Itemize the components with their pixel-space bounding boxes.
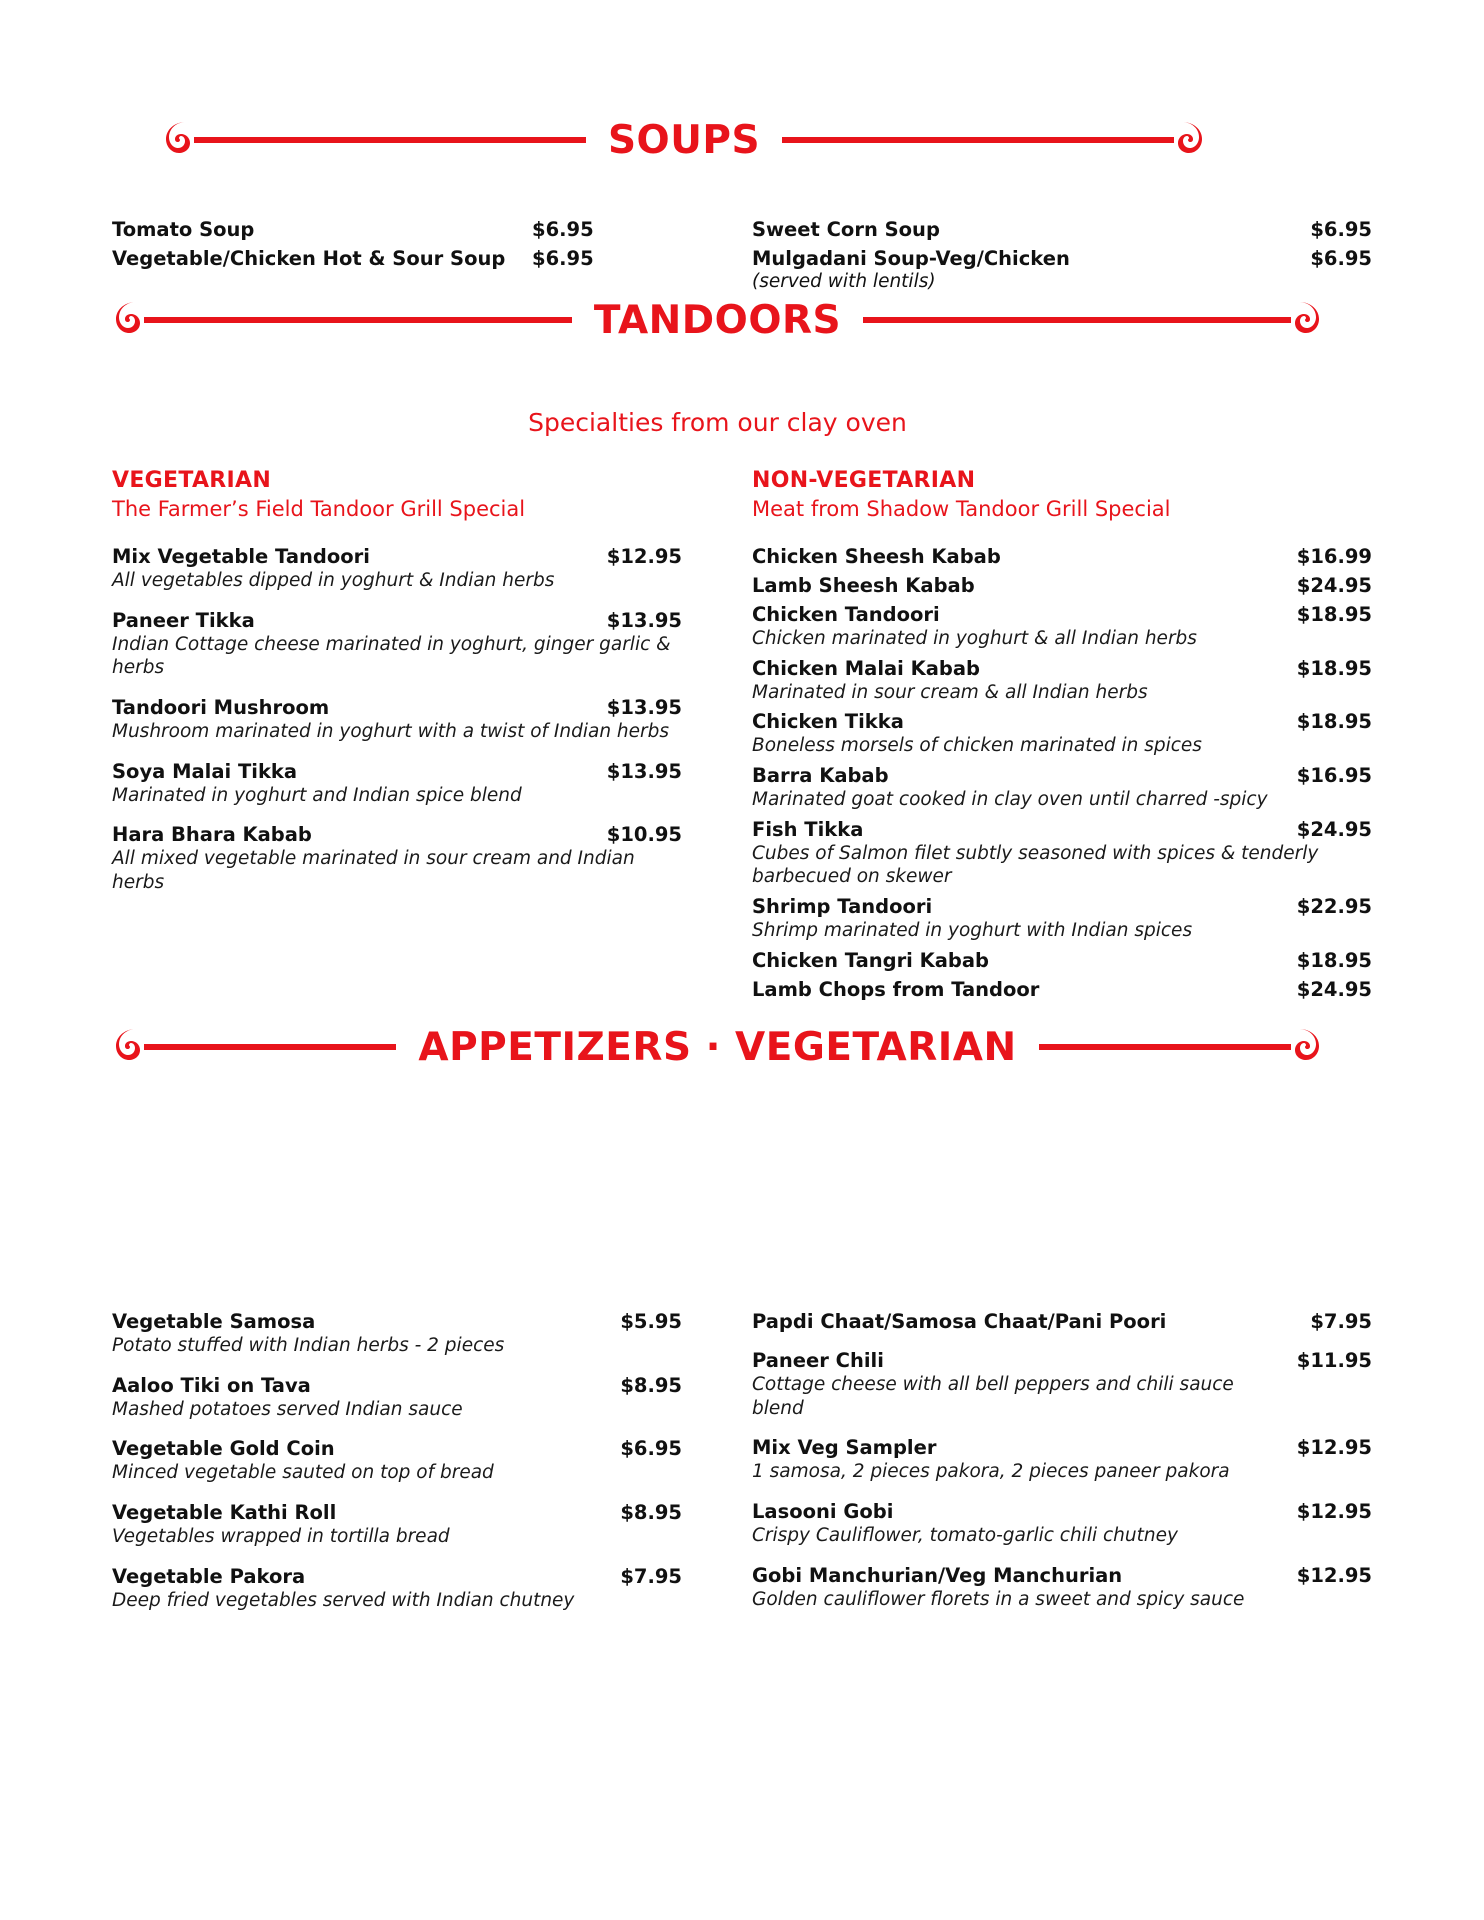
list-item — [112, 696, 682, 744]
item-name: Lamb Chops from Tandoor — [752, 977, 1040, 1001]
list-item — [112, 1501, 682, 1549]
item-desc: Golden cauliflower florets in a sweet and spicy sauce — [752, 1588, 1245, 1610]
item-name: Vegetable Kathi Roll — [112, 1501, 337, 1525]
list-item — [752, 603, 1372, 651]
soups-column-right — [742, 218, 1372, 298]
item-desc: Boneless morsels of chicken marinated in spices — [752, 735, 1202, 757]
list-item — [752, 978, 1372, 1001]
list-item — [112, 1437, 682, 1485]
list-item — [752, 895, 1372, 943]
item-price: $10.95 — [606, 823, 682, 847]
list-item — [752, 657, 1372, 705]
list-item — [112, 760, 682, 808]
item-name: Vegetable Pakora — [112, 1564, 306, 1588]
item-price: $24.95 — [1296, 977, 1372, 1001]
list-item — [752, 574, 1372, 597]
list-item — [112, 218, 682, 241]
rule-right — [1039, 1044, 1291, 1050]
list-item — [752, 1436, 1372, 1484]
item-price: $5.95 — [620, 1310, 682, 1333]
item-desc: Potato stuffed with Indian herbs - 2 pieces — [112, 1335, 505, 1356]
item-name: Paneer Tikka — [112, 608, 255, 632]
list-item — [112, 247, 682, 270]
list-item — [752, 1349, 1372, 1420]
list-item — [112, 1374, 682, 1422]
item-price: $12.95 — [606, 545, 682, 568]
item-name: Tandoori Mushroom — [112, 696, 330, 720]
section-header-appetizers — [110, 1025, 1325, 1069]
item-name: Fish Tikka — [752, 817, 864, 841]
tandoors-body — [112, 468, 1372, 1007]
item-desc: Cottage cheese with all bell peppers and chili sauce blend — [752, 1374, 1234, 1419]
list-item — [112, 545, 682, 593]
tandoors-non-vegetarian — [742, 468, 1372, 1007]
tandoors-vegetarian — [112, 468, 742, 1007]
item-price: $18.95 — [1296, 710, 1372, 734]
flame-left-icon — [160, 118, 194, 162]
item-name: Papdi Chaat/Samosa Chaat/Pani Poori — [752, 1310, 1167, 1333]
subsection-note: The Farmer’s Field Tandoor Grill Special — [112, 497, 526, 521]
item-price: $24.95 — [1296, 817, 1372, 841]
appetizers-body — [112, 1310, 1372, 1628]
appetizers-column-right — [742, 1310, 1372, 1628]
list-item — [752, 818, 1372, 889]
item-name: Mix Vegetable Tandoori — [112, 545, 370, 568]
list-item — [112, 1310, 682, 1358]
item-price: $7.95 — [1310, 1310, 1372, 1333]
list-item — [112, 609, 682, 680]
item-name: Chicken Tikka — [752, 710, 904, 734]
list-item — [752, 1564, 1372, 1612]
subsection-note: Meat from Shadow Tandoor Grill Special — [752, 497, 1171, 521]
item-price: $13.95 — [606, 696, 682, 720]
item-name: Vegetable Samosa — [112, 1310, 316, 1333]
item-price: $6.95 — [620, 1437, 682, 1461]
item-desc: Shrimp marinated in yoghurt with Indian spices — [752, 920, 1193, 942]
section-title: SOUPS — [607, 117, 761, 163]
list-item — [752, 949, 1372, 972]
item-name: Shrimp Tandoori — [752, 895, 933, 919]
item-price: $16.95 — [1296, 764, 1372, 788]
item-desc: Vegetables wrapped in tortilla bread — [112, 1526, 450, 1548]
item-price: $12.95 — [1296, 1436, 1372, 1460]
item-name: Paneer Chili — [752, 1349, 884, 1372]
section-subtitle: Specialties from our clay oven — [528, 408, 907, 437]
item-price: $18.95 — [1296, 948, 1372, 972]
item-name: Mulgadani Soup-Veg/Chicken — [752, 247, 1070, 270]
item-desc: Marinated goat cooked in clay oven until charred -spicy — [752, 789, 1268, 811]
section-header-soups — [160, 118, 1208, 162]
item-name: Sweet Corn Soup — [752, 218, 940, 241]
item-name: Soya Malai Tikka — [112, 759, 298, 783]
rule-right — [863, 317, 1291, 323]
item-desc: All vegetables dipped in yoghurt & Indian herbs — [112, 570, 555, 591]
list-item — [752, 764, 1372, 812]
subsection-heading: VEGETARIAN — [112, 468, 272, 493]
item-desc: Indian Cottage cheese marinated in yoghurt, ginger garlic & herbs — [112, 633, 671, 679]
flame-left-icon — [110, 298, 144, 342]
item-price: $11.95 — [1296, 1349, 1372, 1372]
rule-left — [144, 1044, 396, 1050]
item-name: Chicken Sheesh Kabab — [752, 545, 1001, 568]
item-price: $6.95 — [1310, 247, 1372, 270]
item-desc: 1 samosa, 2 pieces pakora, 2 pieces paneer pakora — [752, 1461, 1230, 1483]
rule-left — [194, 137, 586, 143]
item-price: $12.95 — [1296, 1563, 1372, 1587]
item-desc: Minced vegetable sauted on top of bread — [112, 1462, 494, 1484]
section-title: APPETIZERS · VEGETARIAN — [418, 1024, 1017, 1070]
rule-right — [782, 137, 1174, 143]
item-name: Chicken Tangri Kabab — [752, 948, 989, 972]
list-item — [752, 218, 1372, 241]
flame-right-icon — [1291, 298, 1325, 342]
item-desc: Deep fried vegetables served with Indian chutney — [112, 1589, 575, 1611]
item-name: Barra Kabab — [752, 764, 889, 788]
item-name: Mix Veg Sampler — [752, 1436, 937, 1460]
rule-left — [144, 317, 572, 323]
list-item — [752, 545, 1372, 568]
item-name: Vegetable Gold Coin — [112, 1437, 335, 1461]
list-item — [752, 247, 1372, 292]
soups-body — [112, 218, 1372, 298]
item-name: Lasooni Gobi — [752, 1500, 894, 1524]
item-name: Chicken Malai Kabab — [752, 656, 981, 680]
item-price: $13.95 — [606, 759, 682, 783]
flame-right-icon — [1291, 1025, 1325, 1069]
section-header-tandoors — [110, 298, 1325, 342]
item-price: $6.95 — [532, 247, 594, 270]
flame-left-icon — [110, 1025, 144, 1069]
appetizers-column-left — [112, 1310, 742, 1628]
item-desc: Marinated in sour cream & all Indian herbs — [752, 681, 1148, 703]
item-desc: Crispy Cauliflower, tomato-garlic chili chutney — [752, 1525, 1178, 1547]
list-item — [752, 1500, 1372, 1548]
item-price: $22.95 — [1296, 895, 1372, 919]
item-price: $6.95 — [532, 218, 594, 241]
item-price: $18.95 — [1296, 656, 1372, 680]
item-price: $8.95 — [620, 1373, 682, 1397]
item-desc: Mashed potatoes served Indian sauce — [112, 1398, 463, 1420]
item-desc: Cubes of Salmon filet subtly seasoned with spices & tenderly barbecued on skewer — [752, 842, 1319, 888]
item-desc: Chicken marinated in yoghurt & all Indian herbs — [752, 628, 1197, 649]
item-price: $13.95 — [606, 608, 682, 632]
flame-right-icon — [1174, 118, 1208, 162]
item-price: $8.95 — [620, 1501, 682, 1525]
list-item — [752, 1310, 1372, 1333]
item-desc: (served with lentils) — [752, 271, 936, 292]
list-item — [112, 823, 682, 894]
list-item — [752, 710, 1372, 758]
item-desc: Mushroom marinated in yoghurt with a twist of Indian herbs — [112, 721, 670, 743]
section-title: TANDOORS — [593, 297, 842, 343]
subsection-heading: NON-VEGETARIAN — [752, 468, 976, 493]
item-desc: Marinated in yoghurt and Indian spice blend — [112, 784, 522, 806]
item-price: $18.95 — [1296, 603, 1372, 626]
item-name: Tomato Soup — [112, 218, 255, 241]
item-name: Vegetable/Chicken Hot & Sour Soup — [112, 247, 506, 270]
item-price: $16.99 — [1296, 545, 1372, 568]
item-name: Aaloo Tiki on Tava — [112, 1373, 311, 1397]
item-price: $24.95 — [1296, 574, 1372, 597]
item-name: Lamb Sheesh Kabab — [752, 574, 975, 597]
item-price: $6.95 — [1310, 218, 1372, 241]
item-price: $12.95 — [1296, 1500, 1372, 1524]
item-name: Hara Bhara Kabab — [112, 823, 312, 847]
item-desc: All mixed vegetable marinated in sour cream and Indian herbs — [112, 848, 635, 894]
list-item — [112, 1565, 682, 1613]
item-name: Gobi Manchurian/Veg Manchurian — [752, 1563, 1123, 1587]
item-name: Chicken Tandoori — [752, 603, 940, 626]
item-price: $7.95 — [620, 1564, 682, 1588]
soups-column-left — [112, 218, 742, 298]
